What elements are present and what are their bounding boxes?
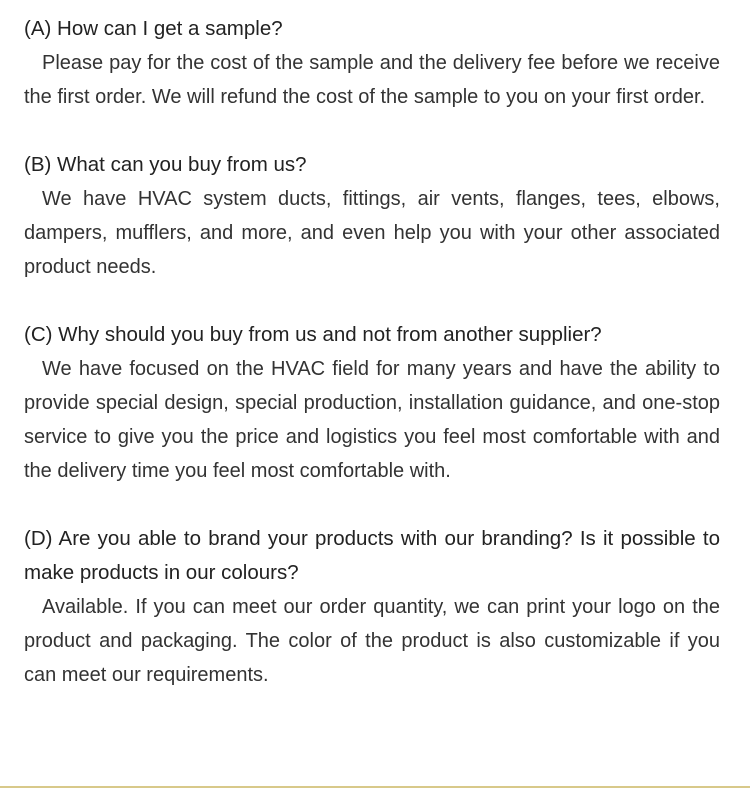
faq-question: (B) What can you buy from us?: [24, 153, 307, 176]
faq-question: (A) How can I get a sample?: [24, 17, 283, 40]
bottom-divider: [0, 786, 750, 788]
faq-item-c: [24, 318, 720, 488]
faq-item-a: [24, 12, 720, 114]
faq-answer: Available. If you can meet our order quantity, we can print your logo on the product and packaging. The color of the product is also customizable if you can meet our requirements.: [24, 596, 720, 686]
faq-item-b: [24, 148, 720, 284]
section-spacer: [24, 488, 720, 522]
faq-question: (D) Are you able to brand your products with our branding? Is it possible to make products in our colours?: [24, 527, 720, 584]
faq-document: [24, 12, 720, 692]
section-spacer: [24, 114, 720, 148]
faq-answer: We have HVAC system ducts, fittings, air vents, flanges, tees, elbows, dampers, mufflers, and more, and even help you with your other associated product needs.: [24, 188, 720, 278]
section-spacer: [24, 284, 720, 318]
faq-item-d: [24, 522, 720, 692]
faq-answer: Please pay for the cost of the sample and the delivery fee before we receive the first order. We will refund the cost of the sample to you on your first order.: [24, 52, 720, 108]
faq-question: (C) Why should you buy from us and not from another supplier?: [24, 323, 602, 346]
faq-answer: We have focused on the HVAC field for many years and have the ability to provide special design, special production, installation guidance, and one-stop service to give you the price and logistics you feel most comfortable with and the delivery time you feel most comfortable with.: [24, 358, 720, 482]
